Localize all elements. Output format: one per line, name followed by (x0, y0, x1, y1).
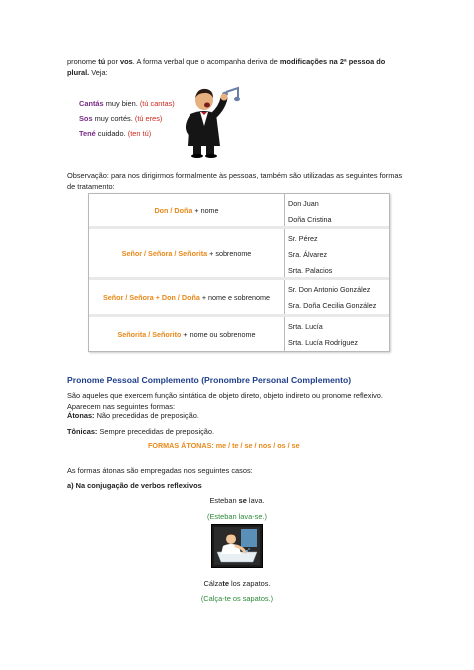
table-row (89, 229, 389, 280)
treatment-table (88, 193, 390, 352)
example-esteban: Esteban se lava. (209, 496, 265, 505)
section-paragraph: São aqueles que exercem função sintática de objeto direto, objeto indireto ou pronome reflexivo. Aparecem nas seguintes formas: (67, 391, 383, 411)
table-cell-examples: Sr. Pérez Sra. Álvarez Srta. Palacios (288, 234, 333, 275)
caso-a-heading: a) Na conjugação de verbos reflexivos (67, 481, 202, 490)
casos-text: As formas átonas são empregadas nos seguintes casos: (67, 466, 253, 475)
table-cell-examples: Sr. Don Antonio González Sra. Doña Cecilia González (288, 285, 377, 310)
section-title: Pronome Pessoal Complemento (Pronombre Personal Complemento) (67, 375, 352, 385)
singer-illustration (180, 78, 250, 158)
atonas-line: Átonas: Não precedidas de preposição. (67, 411, 199, 420)
table-cell-form: Don / Doña + nome (89, 194, 285, 226)
table-cell-examples: Srta. Lucía Srta. Lucía Rodríguez (288, 322, 358, 347)
table-row (89, 280, 389, 317)
intro-paragraph: pronome tú por vos. A forma verbal que o acompanha deriva de modificações na 2ª pessoa do plural. Veja: (67, 57, 386, 77)
voseo-examples (79, 96, 175, 141)
example-line: Tené cuidado. (ten tú) (79, 129, 152, 138)
example-line: Cantás muy bien. (tú cantas) (79, 99, 175, 108)
table-cell-examples: Don Juan Doña Cristina (288, 199, 332, 224)
example-line: Sos muy cortés. (tú eres) (79, 114, 163, 123)
example-esteban-translation: (Esteban lava-se.) (207, 512, 267, 521)
table-cell-form: Señorita / Señorito + nome ou sobrenome (89, 317, 285, 351)
tonicas-line: Tônicas: Sempre precedidas de preposição. (67, 427, 215, 436)
example-calzate-translation: (Calça-te os sapatos.) (200, 594, 274, 603)
observacao-text: Observação: para nos dirigirmos formalmente às pessoas, também são utilizadas as seguintes formas de tratamento: (67, 171, 403, 191)
table-cell-form: Señor / Señora / Señorita + sobrenome (89, 229, 285, 277)
table-row (89, 317, 389, 351)
example-calzate: Cálzate los zapatos. (203, 579, 271, 588)
washing-illustration (211, 524, 263, 568)
formas-atonas: FORMAS ÁTONAS: me / te / se / nos / os / se (148, 441, 300, 450)
table-cell-form: Señor / Señora + Don / Doña + nome e sobrenome (89, 280, 285, 314)
table-row (89, 194, 389, 229)
